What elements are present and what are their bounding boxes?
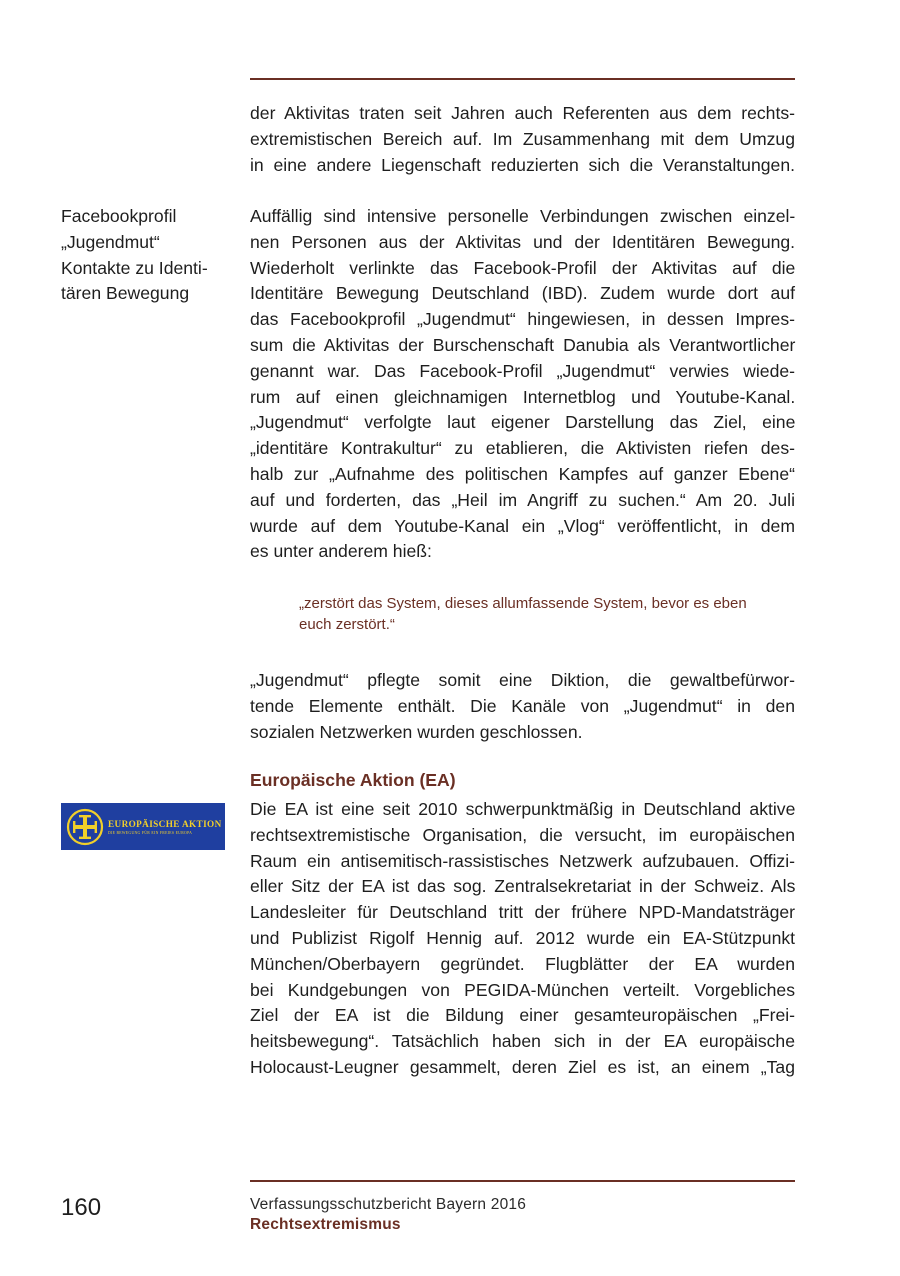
text-line: Wiederholt verlinkte das Facebook-Profil der Aktivitas auf die — [250, 257, 796, 278]
text-line: in eine andere Liegenschaft reduzierten sich die Veranstaltungen. — [250, 154, 795, 175]
text-line: heitsbewegung“. Tatsächlich haben sich in der EA europäische — [250, 1031, 795, 1052]
text-line: „Jugendmut“ verfolgte laut eigener Darstellung das Ziel, eine — [250, 412, 796, 433]
text-line: sum die Aktivitas der Burschenschaft Danubia als Verantwortlicher — [250, 334, 796, 355]
margin-note-line: „Jugendmut“ — [61, 231, 160, 252]
diktion-paragraph — [250, 668, 795, 745]
block-quote — [299, 593, 795, 635]
text-line: Die EA ist eine seit 2010 schwerpunktmäßig in Deutschland aktive — [250, 799, 796, 819]
text-line: „identitäre Kontrakultur“ zu etablieren, die Aktivisten riefen des- — [250, 438, 795, 459]
text-line: rechtsextremistische Organisation, die versucht, im europäischen — [250, 824, 795, 845]
text-line: eller Sitz der EA ist das sog. Zentralsekretariat in der Schweiz. Als — [250, 876, 796, 897]
text-line: Landesleiter für Deutschland tritt der frühere NPD-Mandatsträger — [250, 902, 795, 923]
text-line: das Facebookprofil „Jugendmut“ hingewiesen, in dessen Impres- — [250, 309, 795, 330]
text-line: tende Elemente enthält. Die Kanäle von „Jugendmut“ in den — [250, 695, 795, 716]
quote-line: euch zerstört.“ — [299, 616, 395, 633]
margin-note-line: Kontakte zu Identi- — [61, 257, 208, 278]
ea-paragraph — [250, 797, 795, 1081]
footer-rule — [250, 1180, 795, 1182]
publication-title: Verfassungsschutzbericht Bayern 2016 — [250, 1196, 527, 1213]
text-line: Ziel der EA ist die Bildung einer gesamteuropäischen „Frei- — [250, 1005, 795, 1026]
text-line: Identitäre Bewegung Deutschland (IBD). Zudem wurde dort auf — [250, 283, 795, 304]
section-title: Rechtsextremismus — [250, 1216, 401, 1233]
text-line: halb zur „Aufnahme des politischen Kampfes auf ganzer Ebene“ — [250, 463, 795, 484]
margin-note-jugendmut — [61, 204, 231, 307]
text-line: rum auf einen gleichnamigen Internetblog und Youtube-Kanal. — [250, 386, 796, 407]
europaeische-aktion-logo — [61, 803, 225, 850]
text-line: Auffällig sind intensive personelle Verbindungen zwischen einzel- — [250, 206, 796, 226]
text-line: Holocaust-Leugner gesammelt, deren Ziel es ist, an einem „Tag — [250, 1056, 795, 1077]
text-line: Raum ein antisemitisch-rassistisches Netzwerk aufzubauen. Offizi- — [250, 850, 795, 871]
logo-subtitle: DIE BEWEGUNG FÜR EIN FREIES EUROPA — [108, 830, 193, 835]
text-line: München/Oberbayern gegründet. Flugblätter der EA wurden — [250, 953, 795, 974]
text-line: sozialen Netzwerken wurden geschlossen. — [250, 721, 583, 742]
text-line: der Aktivitas traten seit Jahren auch Referenten aus dem rechts- — [250, 103, 795, 123]
text-line: bei Kundgebungen von PEGIDA-München verteilt. Vorgebliches — [250, 979, 795, 1000]
quote-line: „zerstört das System, dieses allumfassende System, bevor es eben — [299, 595, 747, 612]
text-line: wurde auf dem Youtube-Kanal ein „Vlog“ veröffentlicht, in dem — [250, 515, 795, 536]
section-heading-ea: Europäische Aktion (EA) — [250, 770, 456, 790]
text-line: genannt war. Das Facebook-Profil „Jugendmut“ verwies wiede- — [250, 360, 795, 381]
text-line: „Jugendmut“ pflegte somit eine Diktion, die gewaltbefürwor- — [250, 670, 795, 690]
logo-title: EUROPÄISCHE AKTION — [108, 818, 222, 829]
text-line: nen Personen aus der Aktivitas und der Identitären Bewegung. — [250, 231, 796, 252]
text-line: extremistischen Bereich auf. Im Zusammenhang mit dem Umzug — [250, 128, 795, 149]
text-line: auf und forderten, das „Heil im Angriff zu suchen.“ Am 20. Juli — [250, 489, 795, 510]
header-rule — [250, 78, 795, 80]
jugendmut-paragraph — [250, 204, 795, 565]
intro-paragraph — [250, 101, 795, 178]
text-line: und Publizist Rigolf Hennig auf. 2012 wurde ein EA-Stützpunkt — [250, 927, 796, 948]
text-line: es unter anderem hieß: — [250, 541, 432, 562]
margin-note-line: tären Bewegung — [61, 283, 190, 304]
page-number: 160 — [61, 1194, 102, 1221]
margin-note-line: Facebookprofil — [61, 206, 177, 226]
cross-in-circle-icon — [66, 808, 104, 846]
